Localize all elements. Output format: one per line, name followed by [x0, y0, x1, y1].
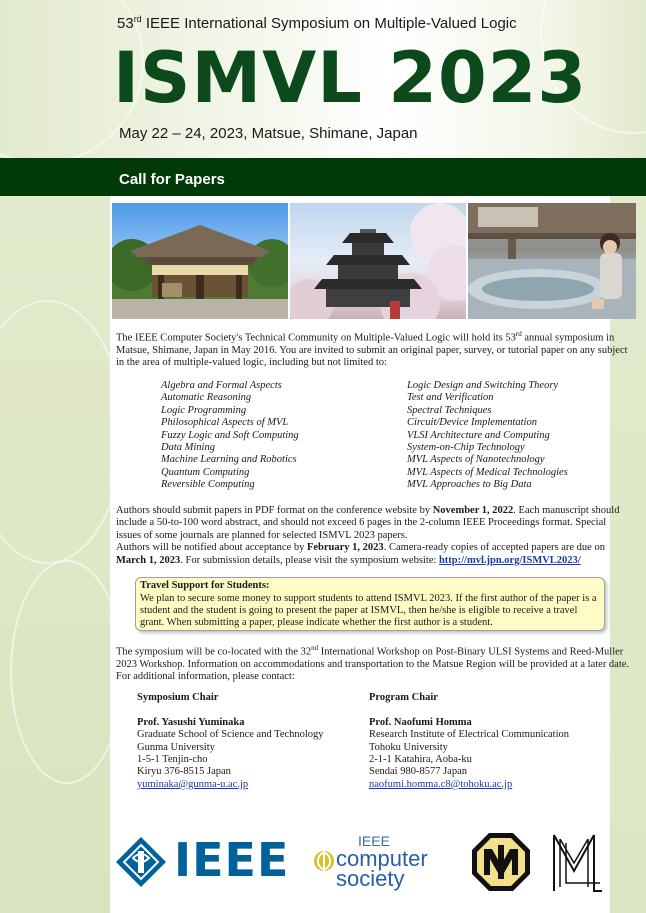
intro-paragraph [116, 328, 630, 370]
intro-text-1: The IEEE Computer Society's Technical Community on Multiple-Valued Logic will hold its 53 [116, 332, 516, 344]
list-item: Logic Design and Switching Theory [407, 380, 559, 391]
intro-text-2: annual symposium in Matsue, Shimane, Japan in May 2016. You are invited to submit an original paper, survey, or tutorial paper on any subject in the area of multiple-valued logic, including but not limited to: [116, 332, 628, 369]
program-chair-block [369, 692, 569, 791]
submission-paragraph [116, 505, 630, 567]
symposium-subtitle [117, 14, 517, 32]
program-chair-city: Sendai 980-8577 Japan [369, 766, 467, 778]
symposium-chair-email[interactable]: yuminaka@gunma-u.ac.jp [137, 778, 249, 790]
symposium-chair-name: Prof. Yasushi Yuminaka [137, 716, 245, 728]
notification-text: Authors will be notified about acceptance by [116, 542, 307, 554]
subtitle-suffix: rd [133, 14, 142, 24]
travel-support-box [135, 577, 605, 631]
list-item: MVL Aspects of Medical Technologies [407, 466, 568, 478]
decor-swirl [10, 560, 124, 784]
travel-support-title: Travel Support for Students: [140, 580, 270, 591]
colocated-sup: nd [311, 644, 319, 652]
mvl-octagon-logo-icon [470, 831, 532, 893]
spacer [369, 704, 569, 716]
list-item: Machine Learning and Robotics [161, 454, 297, 466]
cs-ieee-text: IEEE [358, 833, 390, 849]
program-chair-name: Prof. Naofumi Homma [369, 716, 472, 728]
banner-label: Call for Papers [119, 171, 225, 188]
list-item: VLSI Architecture and Computing [407, 429, 550, 441]
cs-society-text: society [336, 866, 405, 891]
ieee-diamond-icon [114, 835, 168, 889]
page-title: ISMVL 2023 [113, 37, 588, 119]
list-item: Fuzzy Logic and Soft Computing [161, 429, 299, 441]
list-item: MVL Aspects of Nanotechnology [407, 454, 545, 466]
colocated-text-2: International Workshop on Post-Binary ULSI Systems and Reed-Muller 2023 Workshop. Information on accommodations and transportation to the Matsue Region will be provided at a later date. For additional information, please contact: [116, 646, 630, 683]
symposium-chair-dept: Graduate School of Science and Technology [137, 729, 324, 741]
list-item: Spectral Techniques [407, 404, 492, 416]
symposium-chair-role: Symposium Chair [137, 692, 219, 703]
ieee-logo-text: IEEE [174, 833, 290, 887]
topics-right-list [407, 380, 568, 492]
list-item: MVL Approaches to Big Data [407, 479, 532, 491]
intro-sup: rd [515, 330, 522, 338]
submission-deadline: November 1, 2022 [432, 505, 514, 516]
program-chair-street: 2-1-1 Katahira, Aoba-ku [369, 754, 472, 766]
list-item: Reversible Computing [161, 479, 255, 491]
mvl-line-logo-icon [550, 831, 604, 895]
submission-text-a: Authors should submit papers in PDF format on the conference website by [116, 505, 433, 516]
list-item: Circuit/Device Implementation [407, 417, 537, 429]
spacer [137, 704, 324, 716]
footbath-photo [468, 203, 636, 319]
list-item: Algebra and Formal Aspects [161, 380, 282, 391]
list-item: Philosophical Aspects of MVL [161, 417, 289, 429]
program-chair-email[interactable]: naofumi.homma.c8@tohoku.ac.jp [369, 778, 513, 790]
colocated-paragraph [116, 642, 630, 684]
program-chair-role: Program Chair [369, 692, 438, 703]
list-item: Test and Verification [407, 392, 494, 404]
symposium-chair-block [137, 692, 324, 791]
camera-ready-text: . Camera-ready copies of accepted papers are due on [383, 542, 605, 554]
cs-computer-text: computer [336, 846, 428, 871]
symposium-chair-street: 1-5-1 Tenjin-cho [137, 754, 208, 766]
program-chair-dept: Research Institute of Electrical Communication [369, 729, 570, 741]
castle-photo [290, 203, 466, 319]
subtitle-ordinal: 53 [117, 15, 134, 32]
symposium-chair-university: Gunma University [137, 741, 215, 753]
symposium-chair-city: Kiryu 376-8515 Japan [137, 766, 231, 778]
computer-society-icon [312, 849, 336, 873]
cfp-banner [0, 158, 646, 196]
program-chair-university: Tohoku University [369, 741, 448, 753]
list-item: Quantum Computing [161, 466, 250, 478]
list-item: System-on-Chip Technology [407, 442, 525, 454]
list-item: Data Mining [161, 442, 215, 454]
subtitle-rest: IEEE International Symposium on Multiple-Valued Logic [141, 15, 517, 32]
details-text: . For submission details, please visit the symposium website: [180, 554, 439, 566]
topics-left-list [161, 380, 299, 492]
colocated-text-1: The symposium will be co-located with the 32 [116, 646, 312, 658]
sponsor-logos [110, 823, 610, 903]
notification-date: February 1, 2023 [306, 542, 384, 554]
travel-support-body: We plan to secure some money to support students to attend ISMVL 2023. If the first author of the paper is a student and the student is going to present the paper at ISMVL, then he/she is eligible to receive a travel grant. When submitting a paper, please indicate whether the first author is a student. [140, 592, 597, 629]
shrine-photo [112, 203, 288, 319]
submission-text-b: . Each manuscript should include a 50-to-100 word abstract, and should not exceed 6 pages in the 2-column IEEE Proceedings format. Special issues of some journals are planned for selected ISMVL 2023 papers. [116, 505, 620, 541]
list-item: Automatic Reasoning [161, 392, 252, 404]
symposium-website-link[interactable]: http://mvl.jpn.org/ISMVL2023/ [438, 554, 581, 566]
camera-ready-date: March 1, 2023 [116, 554, 181, 566]
event-dates: May 22 – 24, 2023, Matsue, Shimane, Japan [119, 125, 418, 142]
list-item: Logic Programming [161, 404, 247, 416]
